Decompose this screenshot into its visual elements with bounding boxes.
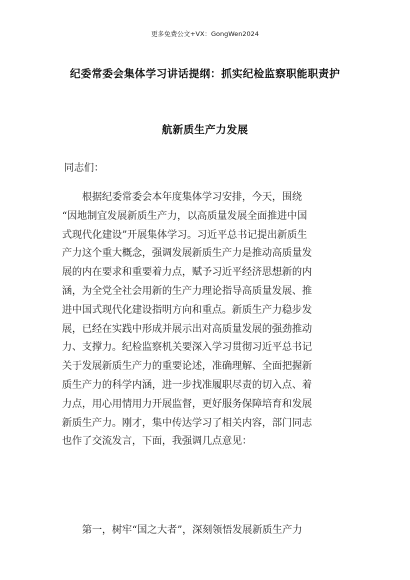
body-line: 进中国式现代化建设指明方向和重点。新质生产力稳步发: [62, 304, 312, 316]
body-line: 关于发展新质生产力的重要论述，准确理解、全面把握新: [62, 361, 312, 373]
document-title-line-1: 纪委常委会集体学习讲话提纲：抓实纪检监察职能职责护: [70, 68, 340, 80]
header-note: 更多免费公文+VX：GongWen2024: [151, 30, 259, 38]
document-title-line-2: 航新质生产力发展: [161, 124, 249, 136]
section-heading-first-point: 第一，树牢“国之大者”，深刻领悟发展新质生产力: [82, 525, 303, 536]
body-line: 涵，为全党全社会用新的生产力理论指导高质量发展、推: [62, 285, 312, 297]
body-line: 展的内在要求和重要着力点，赋予习近平经济思想新的内: [62, 267, 312, 279]
body-line: 产力这个重大概念，强调发展新质生产力是推动高质量发: [62, 248, 312, 260]
body-line: “因地制宜发展新质生产力，以高质量发展全面推进中国: [62, 210, 308, 222]
body-line: 展，已经在实践中形成并展示出对高质量发展的强劲推动: [62, 323, 312, 335]
body-line: 式现代化建设”开展集体学习。习近平总书记提出新质生: [62, 229, 308, 241]
body-paragraph: [62, 189, 352, 452]
body-line: 新质生产力。刚才，集中传达学习了相关内容，部门同志: [62, 417, 312, 429]
body-line: 根据纪委常委会本年度集体学习安排，今天，围绕: [82, 192, 302, 203]
body-line: 也作了交流发言，下面，我强调几点意见：: [62, 436, 252, 448]
salutation: 同志们：: [64, 163, 104, 174]
body-line: 力、支撑力。纪检监察机关要深入学习贯彻习近平总书记: [62, 342, 312, 354]
body-line: 质生产力的科学内涵，进一步找准履职尽责的切入点、着: [62, 379, 312, 391]
body-line: 力点，用心用情用力开展监督，更好服务保障培育和发展: [62, 398, 312, 410]
